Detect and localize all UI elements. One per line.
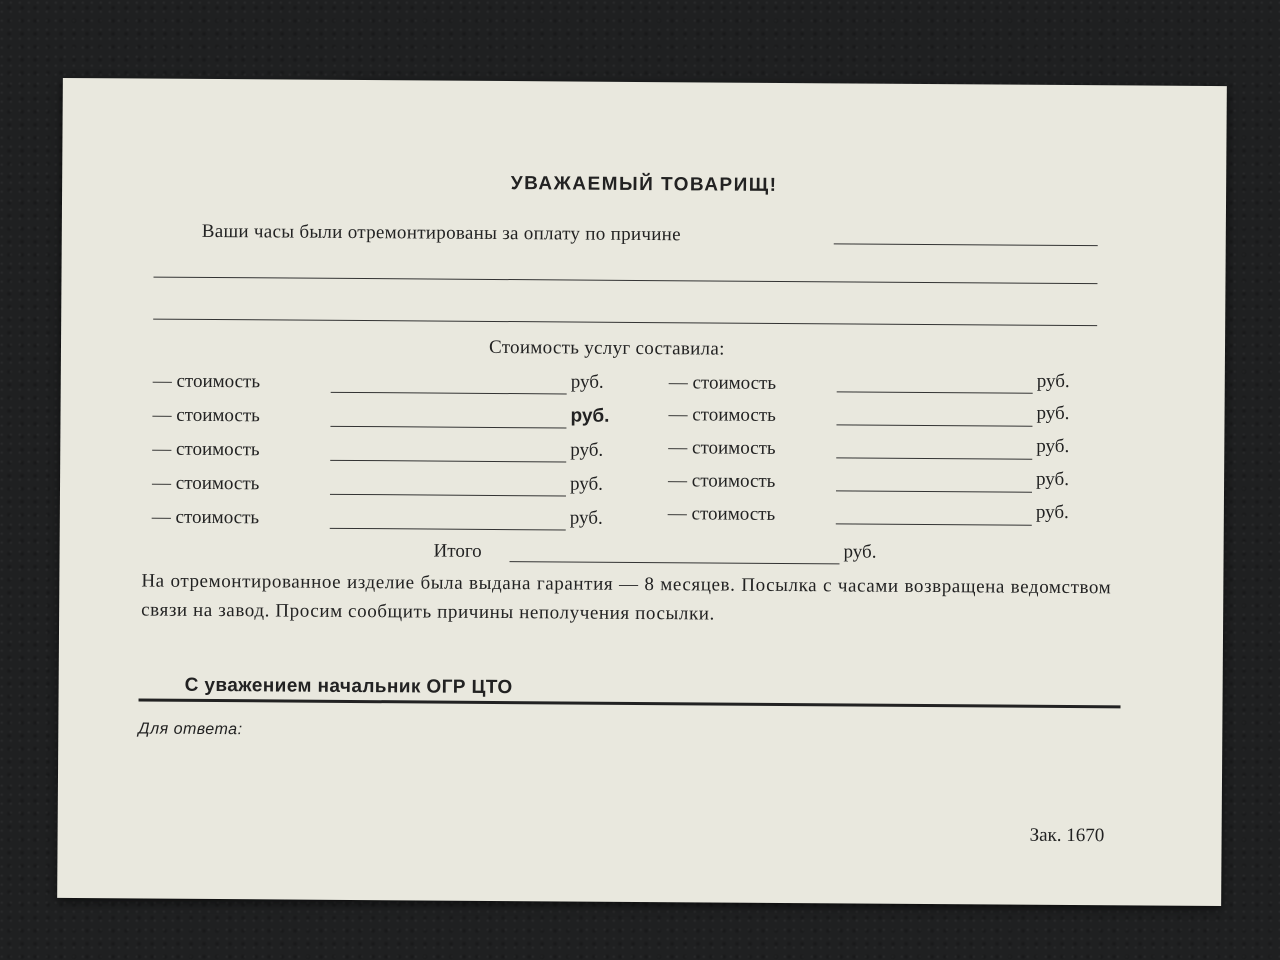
cost-heading: Стоимость услуг составила: xyxy=(488,336,725,360)
order-number: Зак. 1670 xyxy=(1029,824,1105,847)
form-title: УВАЖАЕМЫЙ ТОВАРИЩ! xyxy=(510,173,778,196)
guarantee-paragraph: На отремонтированное изделие была выдана гарантия — 8 месяцев. Посылка с часами возвращена ведомством связи на завод. Просим сообщить причины неполучения посылки. xyxy=(141,570,1112,625)
cost-input-line[interactable] xyxy=(331,392,567,395)
total-unit: руб. xyxy=(843,541,877,563)
signature-rule xyxy=(139,698,1121,708)
cost-label: — стоимость xyxy=(152,404,260,427)
reason-line-1[interactable] xyxy=(834,243,1098,246)
signature-line-text: С уважением начальник ОГР ЦТО xyxy=(184,674,513,699)
reply-label: Для ответа: xyxy=(138,720,243,739)
reason-line-2[interactable] xyxy=(153,277,1097,285)
cost-label: — стоимость xyxy=(152,438,260,461)
repair-notice-card xyxy=(57,78,1227,906)
total-label: Итого xyxy=(433,540,482,562)
cost-input-line[interactable] xyxy=(836,457,1032,459)
intro-text: Ваши часы были отремонтированы за оплату по причине xyxy=(201,220,681,246)
cost-label: — стоимость xyxy=(667,503,776,525)
cost-label: — стоимость xyxy=(152,370,261,393)
cost-unit: руб. xyxy=(1036,402,1070,424)
cost-input-line[interactable] xyxy=(836,523,1032,525)
cost-input-line[interactable] xyxy=(330,460,566,463)
cost-label: — стоимость xyxy=(668,470,776,492)
cost-label: — стоимость xyxy=(668,437,776,459)
cost-unit: руб. xyxy=(1036,435,1070,457)
cost-unit: руб. xyxy=(570,405,610,427)
cost-unit: руб. xyxy=(570,439,604,461)
cost-label: — стоимость xyxy=(668,372,777,394)
cost-input-line[interactable] xyxy=(836,424,1032,426)
cost-unit: руб. xyxy=(569,507,603,529)
cost-label: — стоимость xyxy=(668,404,776,426)
cost-unit: руб. xyxy=(1036,468,1070,490)
cost-unit: руб. xyxy=(1036,370,1070,392)
cost-input-line[interactable] xyxy=(330,426,566,429)
cost-unit: руб. xyxy=(569,473,604,495)
cost-label: — стоимость xyxy=(151,506,260,529)
cost-label: — стоимость xyxy=(151,472,260,495)
cost-unit: руб. xyxy=(1035,501,1069,523)
total-input-line[interactable] xyxy=(510,561,840,564)
cost-input-line[interactable] xyxy=(836,490,1032,492)
cost-input-line[interactable] xyxy=(330,528,566,531)
cost-unit: руб. xyxy=(570,371,604,393)
reason-line-3[interactable] xyxy=(153,319,1097,327)
cost-input-line[interactable] xyxy=(837,391,1033,393)
cost-input-line[interactable] xyxy=(330,494,566,497)
